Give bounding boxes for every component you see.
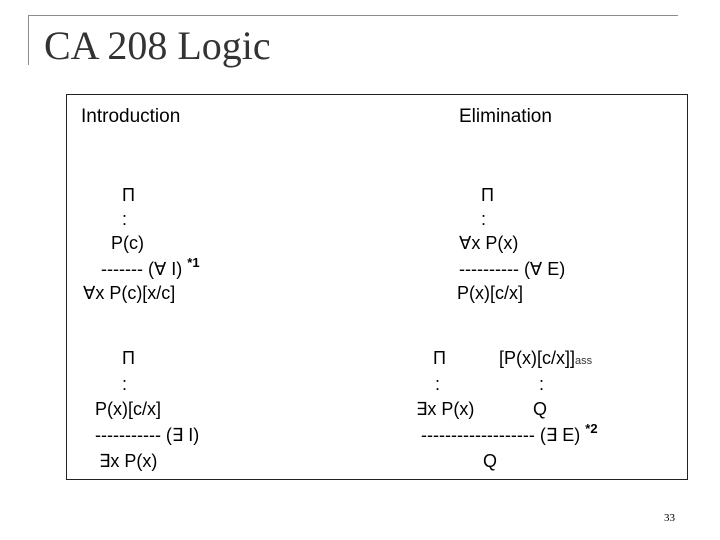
forall-intro-note: *1 — [187, 255, 200, 270]
forall-elim-dots: : — [481, 209, 487, 229]
exists-intro-conclusion: ∃x P(x) — [99, 451, 158, 471]
title-rule-horizontal — [28, 15, 678, 16]
forall-elim-rule: ---------- (∀ E) — [459, 259, 566, 279]
forall-elim-premise: ∀x P(x) — [459, 233, 519, 253]
forall-intro-pi: Π — [122, 185, 135, 205]
exists-intro-pi: Π — [122, 348, 135, 368]
exists-elim-rule-line — [421, 421, 598, 447]
exists-elim-dots-left: : — [435, 374, 441, 394]
exists-elim-assumption-tag: ass — [575, 355, 593, 367]
exists-elim-pi: Π — [433, 348, 446, 368]
forall-intro-conclusion: ∀x P(c)[x/c] — [83, 283, 176, 303]
forall-intro-premise: P(c) — [111, 233, 144, 253]
rules-box — [66, 94, 688, 480]
forall-intro-rule-line — [101, 255, 200, 281]
forall-elim-conclusion: P(x)[c/x] — [457, 283, 523, 303]
page-number: 33 — [664, 512, 675, 524]
forall-elim-pi: Π — [481, 185, 494, 205]
title-rule-vertical — [28, 15, 29, 65]
exists-elim-assumption-line — [499, 348, 592, 371]
forall-intro-rule: ------- (∀ I) — [101, 259, 183, 279]
exists-intro-rule: ----------- (∃ I) — [95, 425, 200, 445]
elimination-header: Elimination — [459, 106, 552, 127]
exists-intro-premise: P(x)[c/x] — [95, 399, 161, 419]
exists-elim-rule: ------------------- (∃ E) — [421, 425, 581, 445]
exists-elim-note: *2 — [585, 421, 598, 436]
exists-intro-dots: : — [122, 374, 128, 394]
forall-intro-dots: : — [122, 209, 128, 229]
exists-elim-conclusion: Q — [483, 451, 498, 471]
exists-elim-premise-left: ∃x P(x) — [416, 399, 475, 419]
slide-title: CA 208 Logic — [44, 23, 271, 68]
introduction-header: Introduction — [81, 106, 181, 127]
exists-elim-assumption: [P(x)[c/x]] — [499, 348, 575, 368]
exists-elim-premise-right: Q — [533, 399, 548, 419]
exists-elim-dots-right: : — [539, 374, 545, 394]
